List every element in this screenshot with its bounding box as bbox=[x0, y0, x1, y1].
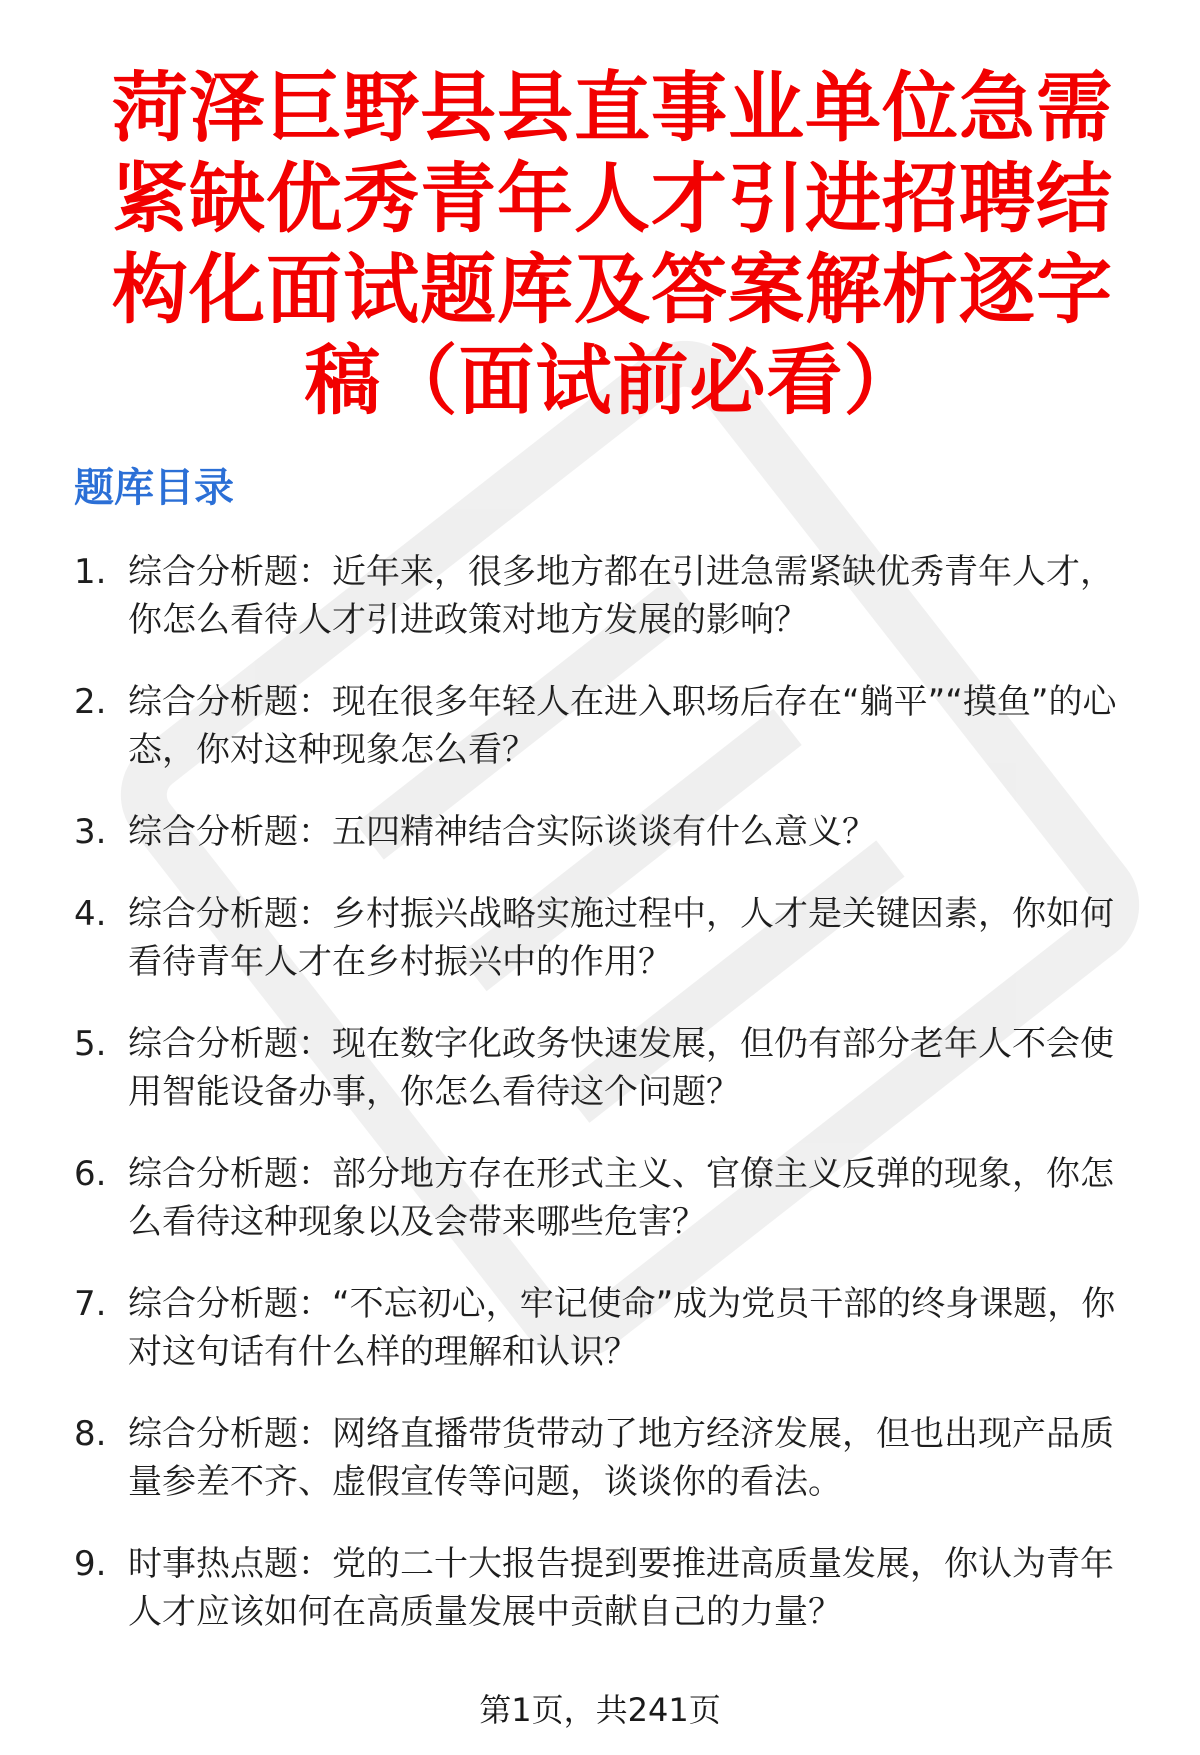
toc-item-text: 综合分析题：五四精神结合实际谈谈有什么意义？ bbox=[128, 812, 876, 852]
page-number-footer: 第1页，共241页 bbox=[479, 1691, 721, 1729]
toc-item-text: 综合分析题：“不忘初心，牢记使命”成为党员干部的终身课题，你对这句话有什么样的理解和认识？ bbox=[128, 1284, 1116, 1372]
toc-item-number: 6. bbox=[74, 1154, 107, 1194]
toc-item-number: 3. bbox=[74, 812, 107, 852]
document-title: 菏泽巨野县县直事业单位急需紧缺优秀青年人才引进招聘结构化面试题库及答案解析逐字稿（面试前必看） bbox=[112, 63, 1113, 425]
toc-item bbox=[74, 1410, 1144, 1506]
toc-item bbox=[74, 890, 1144, 986]
toc-item bbox=[74, 1020, 1144, 1116]
toc-item-text: 综合分析题：近年来，很多地方都在引进急需紧缺优秀青年人才，你怎么看待人才引进政策对地方发展的影响？ bbox=[128, 552, 1114, 640]
toc-item bbox=[74, 808, 1144, 856]
toc-item bbox=[74, 548, 1144, 644]
toc-item-number: 9. bbox=[74, 1544, 107, 1584]
toc-item-number: 7. bbox=[74, 1284, 107, 1324]
toc-item-number: 1. bbox=[74, 552, 107, 592]
toc-item-text: 综合分析题：现在很多年轻人在进入职场后存在“躺平”“摸鱼”的心态，你对这种现象怎么看？ bbox=[128, 682, 1117, 770]
toc-item bbox=[74, 1150, 1144, 1246]
toc-item-number: 5. bbox=[74, 1024, 107, 1064]
toc-item-number: 8. bbox=[74, 1414, 107, 1454]
toc-item-number: 2. bbox=[74, 682, 107, 722]
toc-item-number: 4. bbox=[74, 894, 107, 934]
toc-item bbox=[74, 678, 1144, 774]
toc-item bbox=[74, 1540, 1144, 1636]
toc-item-text: 综合分析题：网络直播带货带动了地方经济发展，但也出现产品质量参差不齐、虚假宣传等问题，谈谈你的看法。 bbox=[128, 1414, 1114, 1502]
toc-item-text: 时事热点题：党的二十大报告提到要推进高质量发展，你认为青年人才应该如何在高质量发展中贡献自己的力量？ bbox=[128, 1544, 1114, 1632]
toc-heading: 题库目录 bbox=[74, 465, 234, 511]
toc-item-text: 综合分析题：部分地方存在形式主义、官僚主义反弹的现象，你怎么看待这种现象以及会带来哪些危害？ bbox=[128, 1154, 1114, 1242]
toc-list bbox=[74, 548, 1144, 1670]
toc-item bbox=[74, 1280, 1144, 1376]
toc-item-text: 综合分析题：现在数字化政务快速发展，但仍有部分老年人不会使用智能设备办事，你怎么看待这个问题？ bbox=[128, 1024, 1114, 1112]
toc-item-text: 综合分析题：乡村振兴战略实施过程中，人才是关键因素，你如何看待青年人才在乡村振兴中的作用？ bbox=[128, 894, 1114, 982]
